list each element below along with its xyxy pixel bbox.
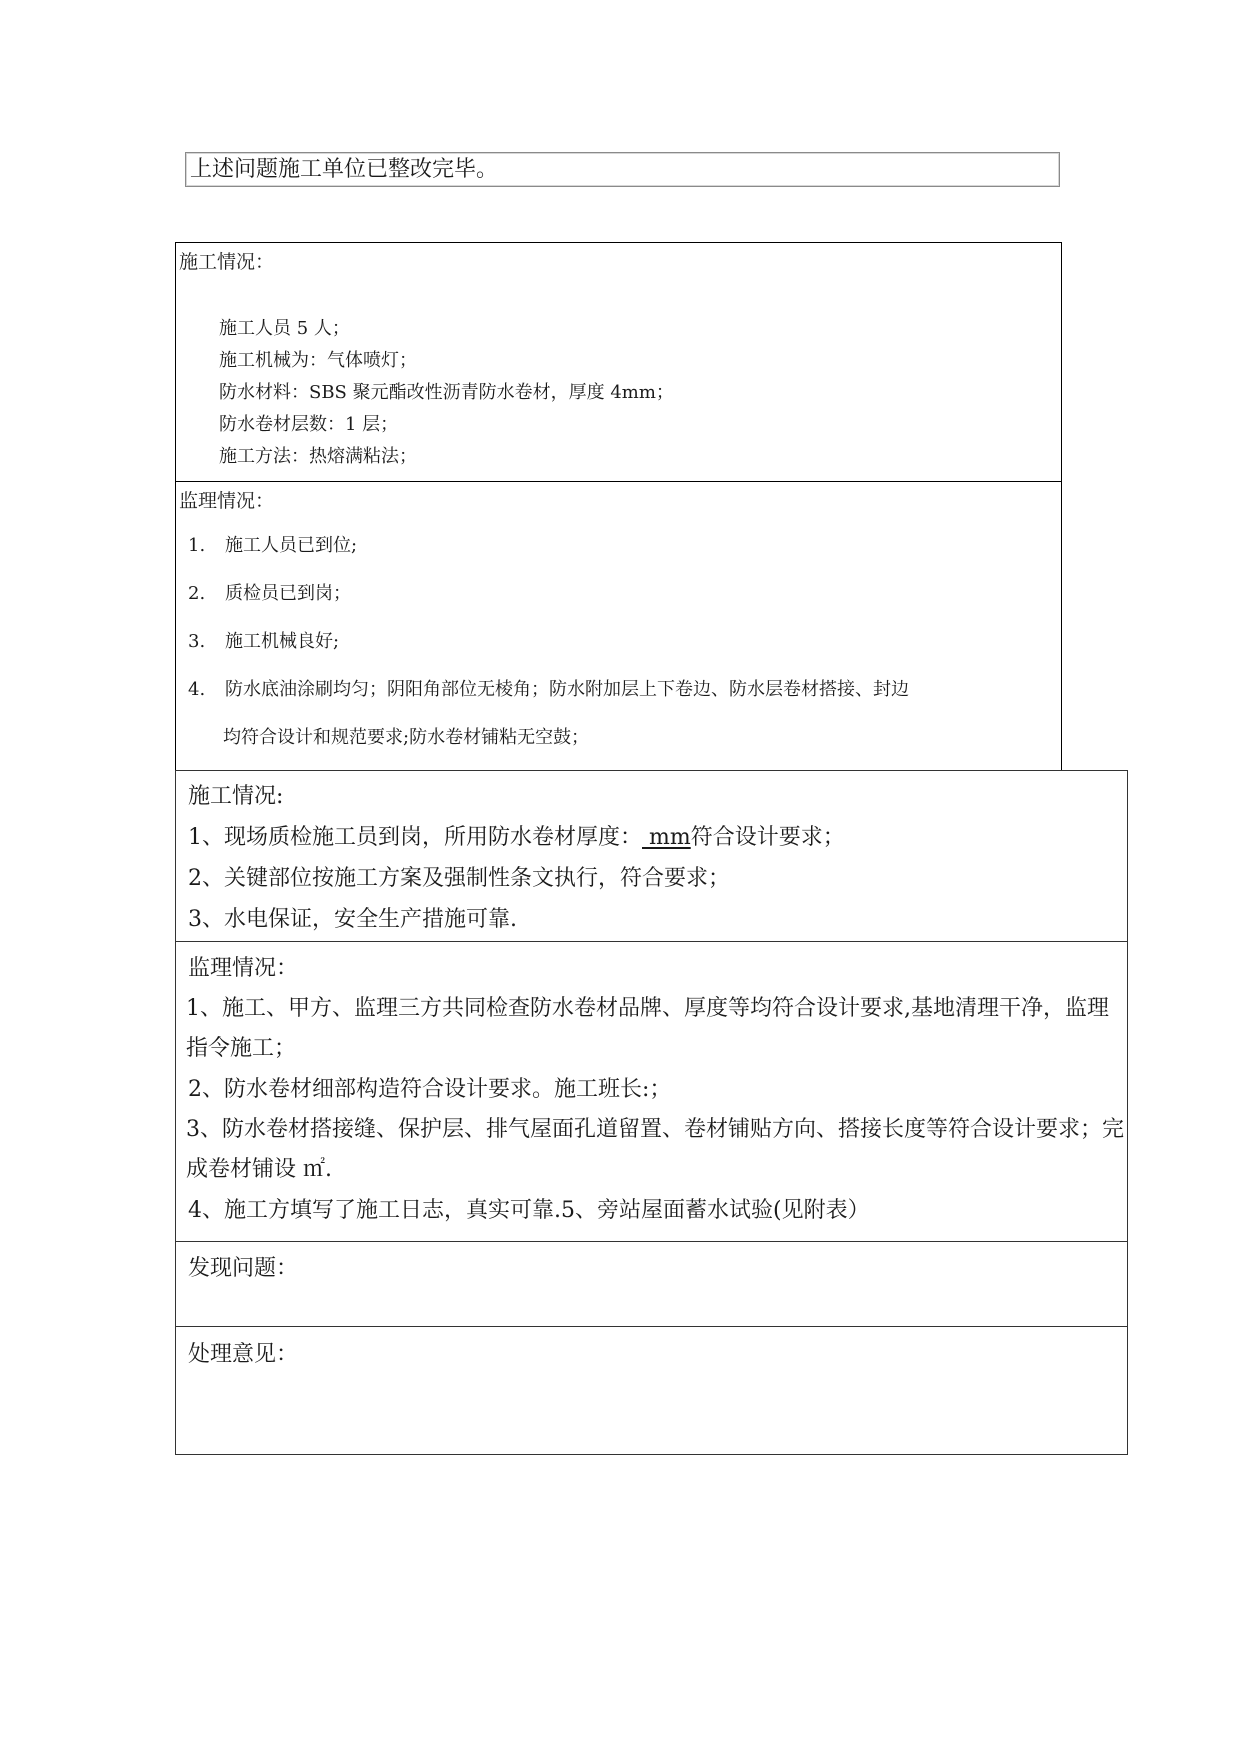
supervision-paragraph-2: 2、防水卷材细部构造符合设计要求。施工班长:； [188, 1077, 672, 1102]
line1-text-a: 1、现场质检施工员到岗，所用防水卷材厚度： [188, 825, 642, 850]
list-item-continuation: 均符合设计和规范要求;防水卷材铺粘无空鼓； [223, 727, 590, 748]
construction-heading: 施工情况： [179, 251, 275, 273]
section-divider [176, 1241, 1127, 1242]
line1-text-b: 符合设计要求； [690, 825, 845, 850]
supervision-paragraph-1: 1、施工、甲方、监理三方共同检查防水卷材品牌、厚度等均符合设计要求,基地清理干净，监理指令施工； [186, 996, 1109, 1061]
supervision-heading: 监理情况： [179, 490, 275, 512]
section-divider [176, 941, 1127, 942]
list-item [188, 570, 1048, 618]
construction-line: 施工方法：热熔满粘法； [219, 446, 417, 467]
supervision-list [188, 522, 1048, 762]
construction-line: 防水材料：SBS 聚元酯改性沥青防水卷材，厚度 4mm； [219, 382, 674, 403]
list-item [188, 522, 1048, 570]
table-construction-section [176, 776, 1127, 940]
list-item-text-wrapper [225, 666, 1048, 762]
opinion-heading: 处理意见： [188, 1342, 299, 1367]
section-divider [176, 1326, 1127, 1327]
list-item-text: 施工人员已到位; [225, 535, 358, 556]
list-item [188, 618, 1048, 666]
list-item-text: 质检员已到岗； [225, 583, 351, 604]
supervision-block [175, 482, 1062, 770]
list-item-number: 4. [188, 679, 206, 700]
construction-lines [219, 313, 674, 473]
top-note-text: 上述问题施工单位已整改完毕。 [190, 157, 499, 182]
table-construction-line2: 2、关键部位按施工方案及强制性条文执行，符合要求； [188, 866, 730, 891]
table-construction-line1 [188, 817, 1119, 858]
table-opinion-section [176, 1334, 1127, 1375]
supervision-paragraph-3: 3、防水卷材搭接缝、保护层、排气屋面孔道留置、卷材铺贴方向、搭接长度等符合设计要求；完成卷材铺设 ㎡. [186, 1117, 1125, 1182]
table-supervision-section [176, 948, 1127, 1231]
construction-line: 施工机械为：气体喷灯； [219, 350, 417, 371]
thickness-blank: mm [642, 825, 691, 850]
list-item-text: 防水底油涂刷均匀；阴阳角部位无棱角；防水附加层上下卷边、防水层卷材搭接、封边 [225, 679, 909, 700]
list-item-number: 1. [188, 535, 206, 556]
construction-block [175, 242, 1062, 482]
inspection-table [175, 770, 1128, 1455]
table-construction-heading: 施工情况: [188, 784, 284, 809]
table-issues-section [176, 1248, 1127, 1289]
supervision-paragraph-4: 4、施工方填写了施工日志，真实可靠.5、旁站屋面蓄水试验(见附表） [188, 1198, 870, 1223]
issues-heading: 发现问题： [188, 1256, 299, 1281]
list-item [188, 666, 1048, 762]
table-construction-line3: 3、水电保证，安全生产措施可靠. [188, 907, 517, 932]
list-item-number: 3. [188, 631, 206, 652]
construction-line: 施工人员 5 人； [219, 318, 350, 339]
top-note [185, 152, 1060, 187]
list-item-number: 2. [188, 583, 206, 604]
list-item-text: 施工机械良好; [225, 631, 340, 652]
construction-line: 防水卷材层数：1 层； [219, 414, 399, 435]
table-supervision-heading: 监理情况： [188, 956, 299, 981]
